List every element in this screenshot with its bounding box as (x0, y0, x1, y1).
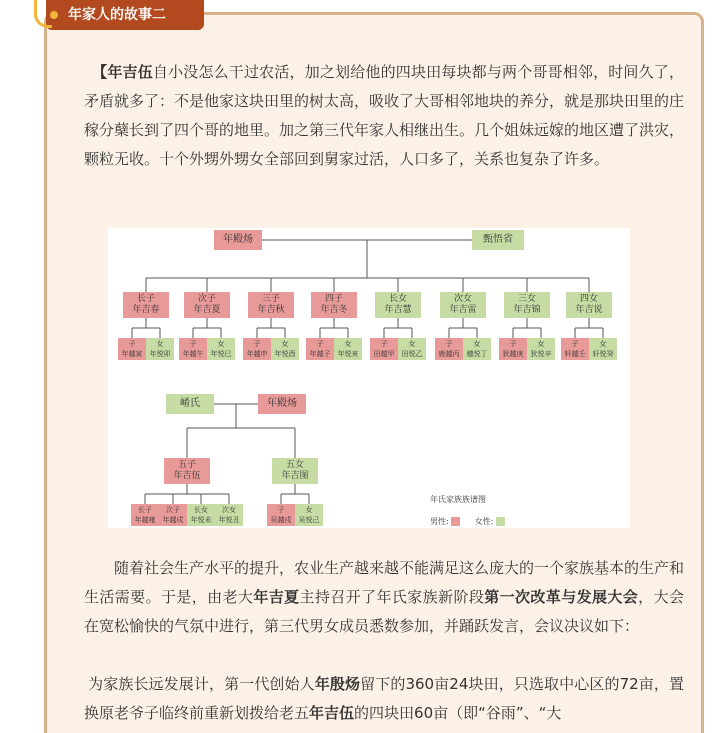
gen3-person: 女 轩悦癸 (589, 338, 617, 360)
name-highlight: 年吉夏 (253, 588, 300, 606)
legend (430, 516, 505, 527)
gen2-person-8: 四女 年吉说 (566, 292, 612, 318)
paragraph-1-text: 自小没怎么干过农活，加之划给他的四块田每块都与两个哥哥相邻，时间久了，矛盾就多了：不是他家这块田里的树太高，吸收了大哥相邻地块的养分，就是那块田里的庄稼分蘖长到了四个哥的地里。加之第三代年家人相继出生。几个姐妹远嫁的地区遭了洪灾，颗粒无收。十个外甥外甥女全部回到舅家过活，人口多了，关系也复杂了许多。 (84, 63, 685, 168)
second-mother-box: 崤氏 (166, 394, 214, 414)
paragraph-3-text-b: 留下的360亩24块田，只选取中心区的72亩，置换原老爷子临终前重新划拨给老五 (84, 675, 684, 722)
paragraph-2 (84, 554, 684, 641)
gen3-person: 子 轩越壬 (561, 338, 589, 360)
name-highlight: 年吉伍 (107, 63, 153, 81)
gen2b-person-1: 五子 年吉伍 (164, 458, 210, 484)
gen3-person: 子 鹿越丙 (435, 338, 463, 360)
legend-male-swatch (451, 517, 460, 526)
paragraph-2-text-a: 随着社会生产水平的提升，农业生产越来越不能满足这么庞大的一个家族基本的生产和生活需要。于是，由老大 (84, 559, 685, 606)
gen2-person-1: 长子 年吉春 (123, 292, 169, 318)
gen2-person-3: 三子 年吉秋 (248, 292, 294, 318)
meeting-highlight: 第一次改革与发展大会 (484, 588, 639, 606)
gen3-person: 女 田悦乙 (398, 338, 426, 360)
gen2-person-6: 次女 年吉雷 (440, 292, 486, 318)
legend-male-label: 男性: (430, 517, 452, 526)
gen2b-person-2: 五女 年吉图 (272, 458, 318, 484)
second-father-box: 年殿炀 (258, 394, 306, 414)
gen3-person: 次女 年悦丑 (215, 504, 243, 526)
paragraph-3 (84, 670, 684, 728)
gen3-person: 女 吴悦己 (295, 504, 323, 526)
paragraph-3-text-a: 为家族长远发展计，第一代创始人 (88, 675, 315, 693)
badge-title: 年家人的故事二 (68, 7, 166, 23)
gen3-person: 子 年越申 (243, 338, 271, 360)
founder-female-box: 甄悟省 (472, 230, 524, 250)
gen3-person: 子 年越寅 (118, 338, 146, 360)
gen3-person: 长子 年越雍 (131, 504, 159, 526)
name-highlight: 年殷炀 (314, 675, 361, 693)
badge-curl-icon (34, 0, 52, 28)
legend-female-swatch (496, 517, 505, 526)
gen3-person: 子 吴越戍 (267, 504, 295, 526)
gen2-person-2: 次子 年吉夏 (184, 292, 230, 318)
gen2-person-5: 长女 年吉慧 (375, 292, 421, 318)
gen3-person: 女 年悦巳 (207, 338, 235, 360)
gen2-person-7: 三女 年吉锦 (504, 292, 550, 318)
gen3-person: 子 年越子 (306, 338, 334, 360)
paragraph-3-text-c: 的四块田60亩（即“谷雨”、“大 (354, 704, 562, 722)
legend-title: 年氏家族族谱图 (430, 495, 486, 504)
family-tree-chart (108, 228, 630, 528)
gen3-person: 子 年越午 (179, 338, 207, 360)
gen3-person: 长女 年悦未 (187, 504, 215, 526)
gen3-person: 女 穗悦丁 (463, 338, 491, 360)
gen3-person: 子 田越甲 (370, 338, 398, 360)
gen3-person: 子 狄越庚 (499, 338, 527, 360)
paragraph-2-text-c: ，大会在宽松愉快的气氛中进行，第三代男女成员悉数参加，并踊跃发言，会议决议如下： (84, 588, 684, 635)
gen3-person: 女 年悦亥 (334, 338, 362, 360)
gen2-person-4: 四子 年吉冬 (311, 292, 357, 318)
paragraph-1 (84, 58, 684, 174)
gen3-person: 女 狄悦辛 (527, 338, 555, 360)
gen3-person: 次子 年越戍 (159, 504, 187, 526)
section-badge (46, 0, 204, 30)
gen3-person: 女 年悦酉 (271, 338, 299, 360)
legend-female-label: 女性: (472, 517, 497, 526)
name-highlight: 年吉伍 (309, 704, 355, 722)
paragraph-2-text-b: 主持召开了年氏家族新阶段 (299, 588, 485, 606)
bracket-mark: 【 (92, 63, 108, 81)
gen3-person: 女 年悦卯 (146, 338, 174, 360)
founder-male-box: 年殿炀 (214, 230, 262, 250)
